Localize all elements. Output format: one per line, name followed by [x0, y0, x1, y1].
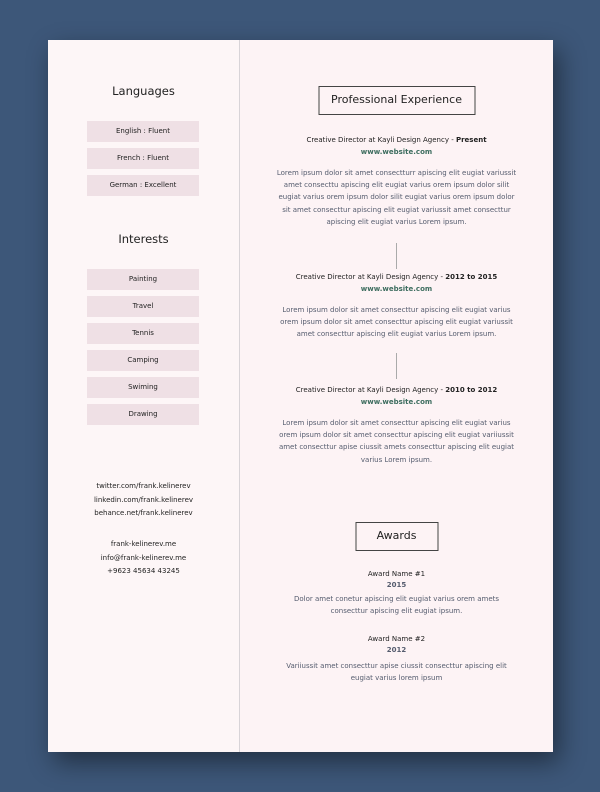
interests-heading: Interests: [118, 232, 169, 246]
resume-page: [48, 40, 553, 752]
phone-number: +9623 45634 43245: [107, 567, 180, 575]
award-year: 2012: [386, 646, 407, 654]
contact-info: [48, 538, 239, 579]
award-description: Dolor amet conetur apiscing elit eugiat varius orem amets consecttur apiscing elit eugiat ipsum.: [293, 595, 500, 616]
award-name: Award Name #2: [367, 635, 426, 643]
job-website[interactable]: www.website.com: [360, 148, 433, 156]
job-entry: [240, 273, 553, 341]
job-description: Lorem ipsum dolor sit amet consecttur apiscing elit eugiat varius orem ipsum dolor sit amet consecttur apiscing elit eugiat variiussit amet consecttur apise ciussit amets consecttur apiscing elit eugiat varius Lorem ipsum.: [278, 419, 515, 464]
job-website[interactable]: www.website.com: [360, 285, 433, 293]
linkedin-link[interactable]: linkedin.com/frank.kelinerev: [93, 495, 194, 504]
interest-tag: Drawing: [87, 404, 199, 425]
email-link[interactable]: info@frank-kelinerev.me: [100, 553, 187, 562]
left-column: [48, 40, 240, 752]
award-entry: [240, 635, 553, 684]
job-description: Lorem ipsum dolor sit amet consecttur apiscing elit eugiat varius orem ipsum dolor sit amet consecttur apiscing elit eugiat variussit amet consecttur apiscing elit eugiat varius Lorem ipsum.: [280, 306, 513, 339]
social-links: [48, 480, 239, 521]
job-entry: [240, 386, 553, 466]
interest-tag: Camping: [87, 350, 199, 371]
interest-tag: Swiming: [87, 377, 199, 398]
right-column: [240, 40, 553, 752]
interests-list: [87, 269, 199, 431]
award-year: 2015: [386, 581, 407, 589]
behance-link[interactable]: behance.net/frank.kelinerev: [94, 509, 193, 517]
job-description: Lorem ipsum dolor sit amet consectturr apiscing elit eugiat variussit amet consecttu apiscing elit eugiat varius orem ipsum dolor silit eugiat varius orem ipsum dolor silit eugiat varius orem ipsum dolor sit amet consecttur apiscing elit eugiat variussit amet consecttur apiscing elit eugiat varius Lorem ipsum.: [276, 169, 517, 226]
twitter-link[interactable]: twitter.com/frank.kelinerev: [96, 482, 191, 490]
job-title: Creative Director at Kayli Design Agency - 2010 to 2012: [295, 386, 498, 394]
interest-tag: Tennis: [87, 323, 199, 344]
interest-tag: Travel: [87, 296, 199, 317]
language-tag: English : Fluent: [87, 121, 199, 142]
job-period: 2012 to 2015: [445, 273, 498, 281]
languages-list: [87, 121, 199, 202]
language-tag: French : Fluent: [87, 148, 199, 169]
languages-heading: Languages: [112, 84, 175, 98]
website-link[interactable]: frank-kelinerev.me: [110, 540, 177, 548]
awards-heading: Awards: [355, 522, 438, 551]
job-period: 2010 to 2012: [445, 386, 498, 394]
job-website[interactable]: www.website.com: [360, 398, 433, 406]
award-name: Award Name #1: [367, 570, 426, 578]
timeline-divider: [396, 353, 397, 379]
award-entry: [240, 570, 553, 617]
job-entry: [240, 136, 553, 228]
award-description: Variiussit amet consecttur apise ciussit consecttur apiscing elit eugiat varius lorem ipsum: [286, 662, 507, 683]
experience-heading: Professional Experience: [318, 86, 475, 115]
job-title: Creative Director at Kayli Design Agency - Present: [306, 136, 487, 144]
job-period: Present: [455, 136, 487, 144]
timeline-divider: [396, 243, 397, 269]
language-tag: German : Excellent: [87, 175, 199, 196]
interest-tag: Painting: [87, 269, 199, 290]
job-title: Creative Director at Kayli Design Agency - 2012 to 2015: [295, 273, 498, 281]
